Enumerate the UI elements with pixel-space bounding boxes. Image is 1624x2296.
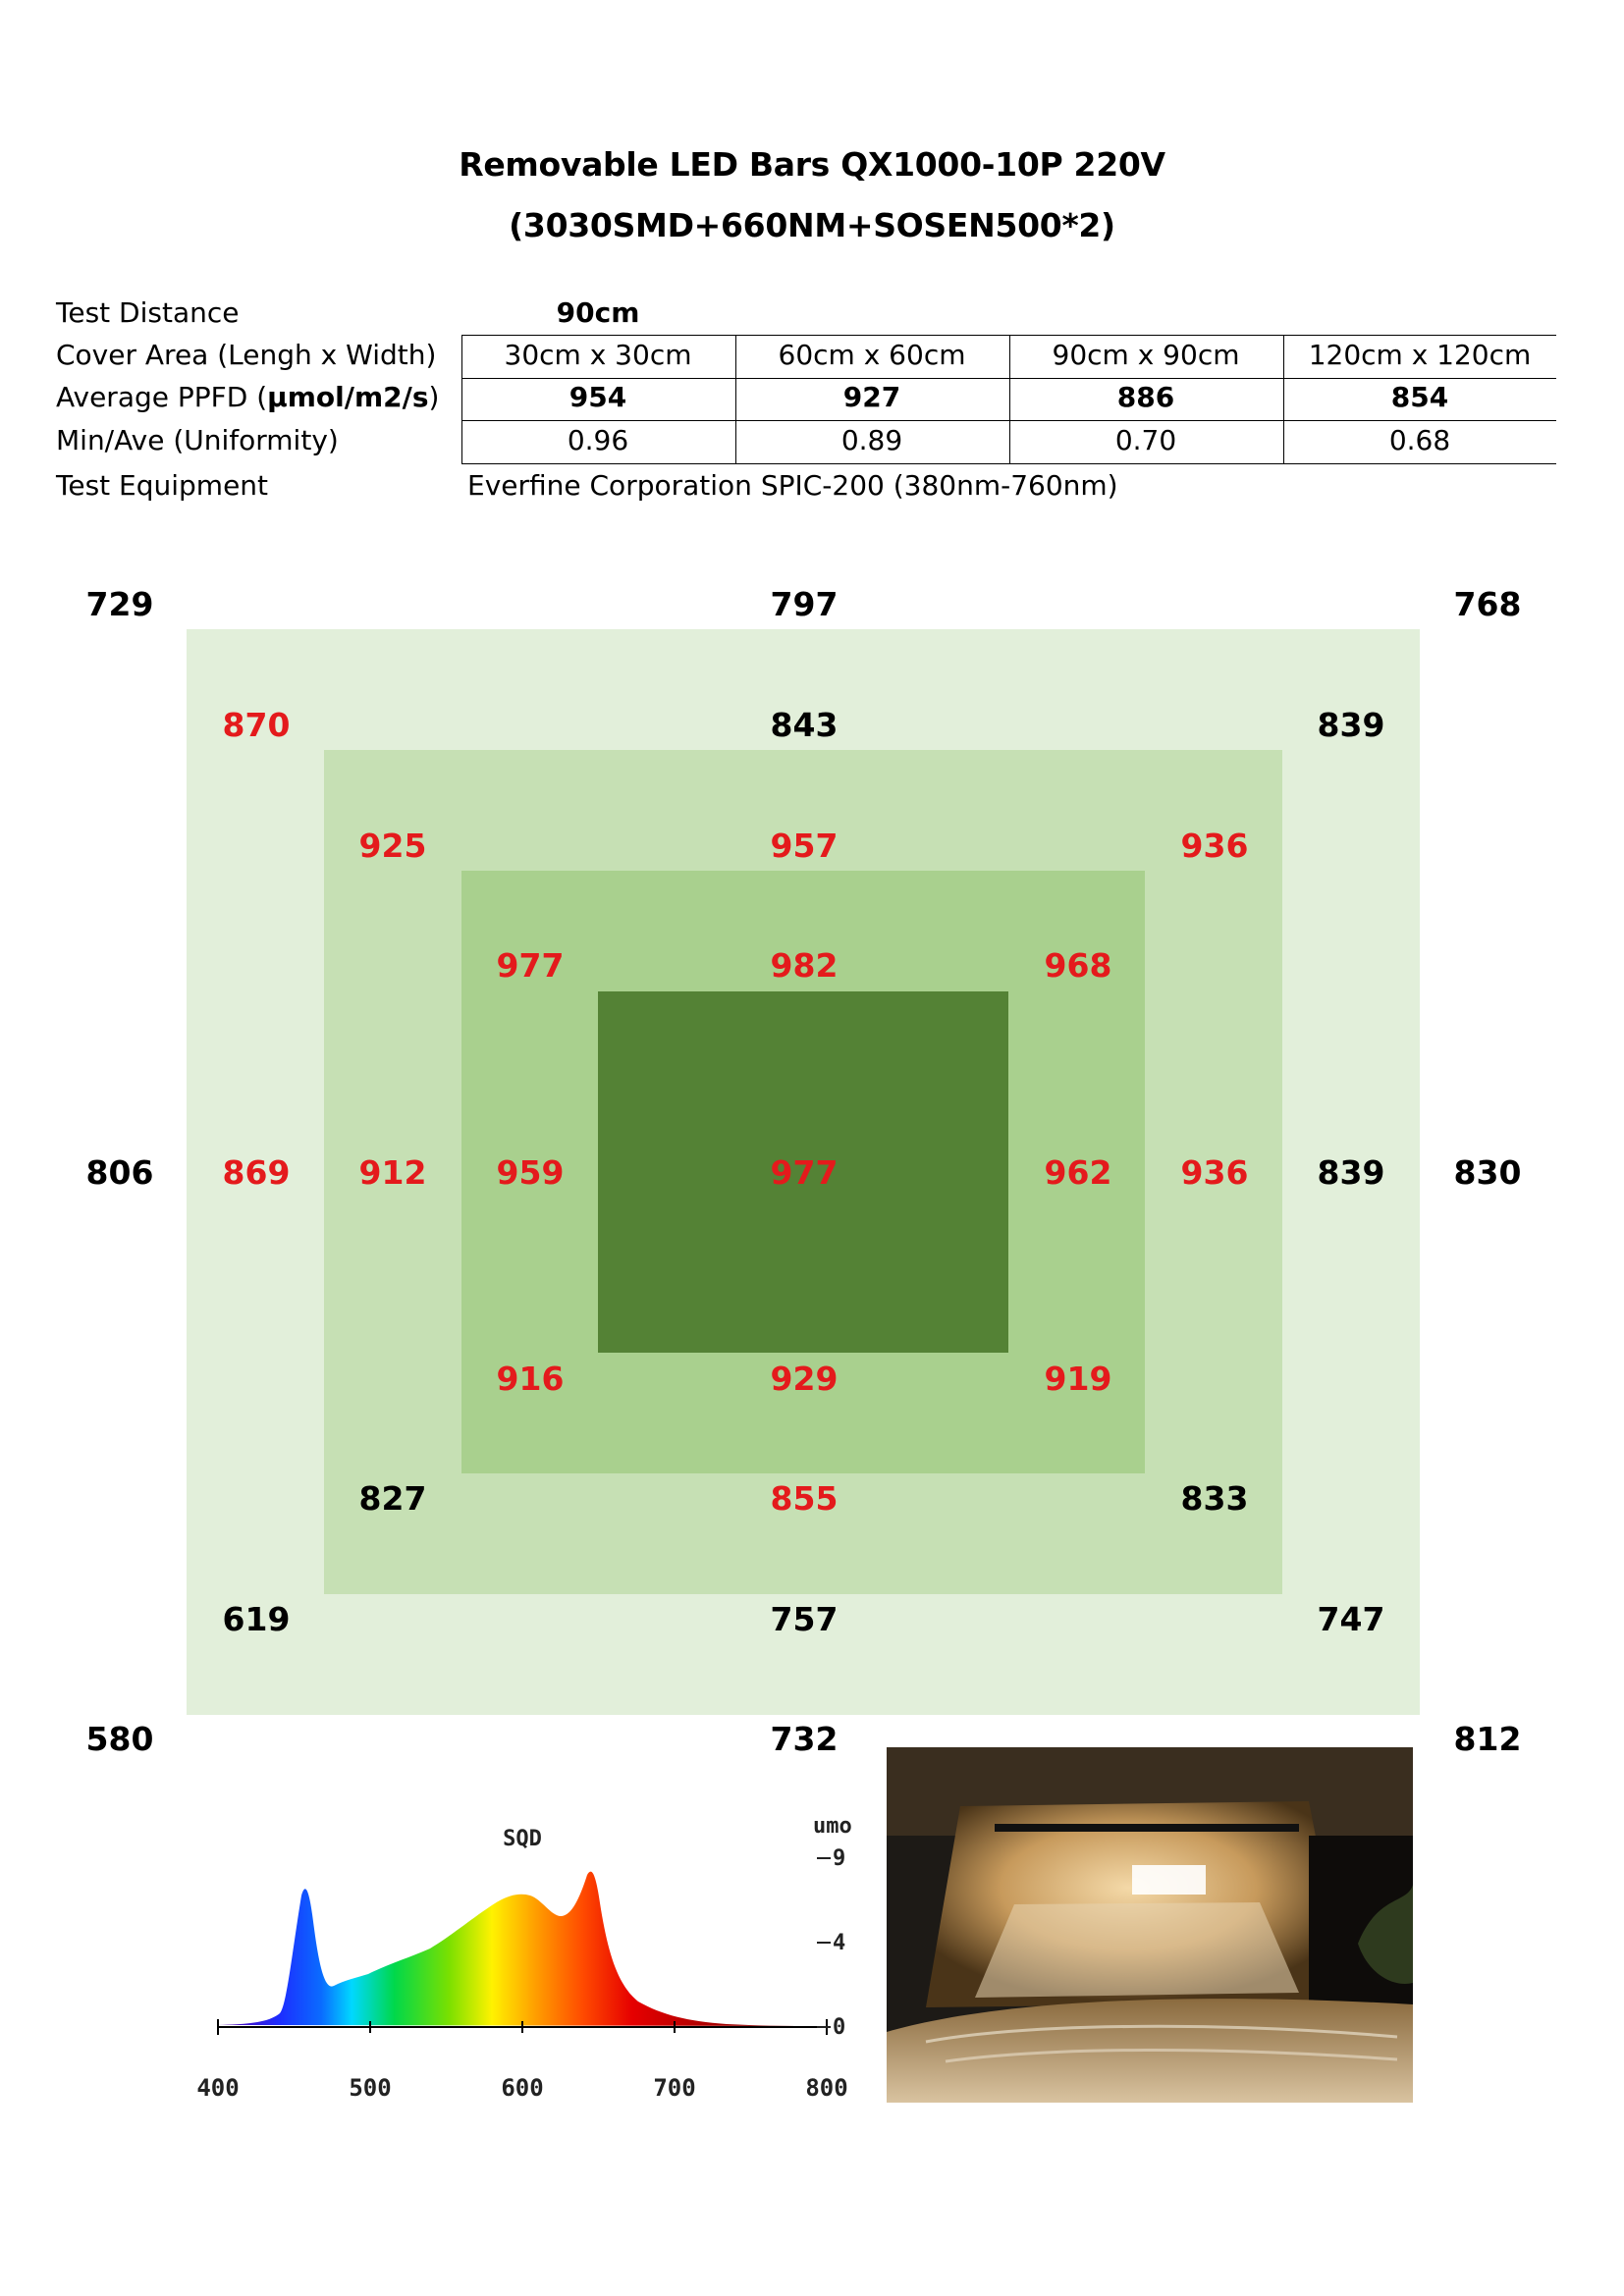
ppfd-reading: 977	[496, 946, 565, 985]
ppfd-reading: 827	[358, 1479, 427, 1518]
ppfd-label: Average PPFD (µmol/m2/s)	[56, 381, 440, 413]
spectrum-curve	[218, 1872, 827, 2026]
ppfd-reading: 797	[770, 585, 839, 623]
table-divider	[1283, 335, 1284, 463]
ppfd-reading: 757	[770, 1600, 839, 1638]
cover-area-2: 60cm x 60cm	[778, 339, 966, 371]
cover-area-1: 30cm x 30cm	[504, 339, 692, 371]
cover-area-3: 90cm x 90cm	[1052, 339, 1240, 371]
cover-area-label: Cover Area (Lengh x Width)	[56, 339, 437, 371]
x-tick-label: 400	[196, 2074, 240, 2102]
ppfd-value-2: 927	[842, 381, 901, 413]
ppfd-reading: 977	[770, 1153, 839, 1192]
test-distance-label: Test Distance	[56, 296, 240, 329]
ppfd-reading: 936	[1180, 827, 1249, 865]
ppfd-reading: 806	[85, 1153, 154, 1192]
uniformity-value-3: 0.70	[1114, 424, 1177, 456]
ppfd-reading: 732	[770, 1720, 839, 1758]
ppfd-reading: 925	[358, 827, 427, 865]
ppfd-reading: 768	[1453, 585, 1522, 623]
ppfd-reading: 870	[222, 706, 291, 744]
ppfd-reading: 843	[770, 706, 839, 744]
ppfd-reading: 919	[1044, 1360, 1112, 1398]
test-distance-value: 90cm	[556, 296, 640, 329]
uniformity-value-4: 0.68	[1388, 424, 1451, 456]
page-title: Removable LED Bars QX1000-10P 220V	[459, 145, 1165, 184]
ppfd-reading: 747	[1317, 1600, 1385, 1638]
table-rule	[461, 463, 1556, 464]
ppfd-reading: 957	[770, 827, 839, 865]
ppfd-reading: 959	[496, 1153, 565, 1192]
cover-area-4: 120cm x 120cm	[1308, 339, 1532, 371]
ppfd-reading: 855	[770, 1479, 839, 1518]
ppfd-value-4: 854	[1390, 381, 1449, 413]
ppfd-reading: 962	[1044, 1153, 1112, 1192]
ppfd-reading: 936	[1180, 1153, 1249, 1192]
uniformity-value-1: 0.96	[567, 424, 629, 456]
y-tick-label: 9	[833, 1846, 846, 1871]
ppfd-value-3: 886	[1116, 381, 1175, 413]
x-tick-label: 500	[349, 2074, 392, 2102]
spectrum-unit: umo	[813, 1814, 852, 1839]
equipment-label: Test Equipment	[56, 469, 269, 502]
ppfd-reading: 869	[222, 1153, 291, 1192]
table-divider	[735, 335, 736, 463]
spectrum-title: SQD	[503, 1827, 542, 1851]
equipment-value: Everfine Corporation SPIC-200 (380nm-760nm)	[467, 469, 1118, 502]
table-divider	[461, 335, 462, 463]
ppfd-reading: 968	[1044, 946, 1112, 985]
y-tick-label: 0	[833, 2015, 846, 2040]
ppfd-reading: 839	[1317, 1153, 1385, 1192]
ppfd-unit: µmol/m2/s	[267, 381, 429, 413]
ppfd-reading: 839	[1317, 706, 1385, 744]
x-tick-label: 700	[653, 2074, 696, 2102]
ppfd-reading: 833	[1180, 1479, 1249, 1518]
ppfd-reading: 729	[85, 585, 154, 623]
table-divider	[1009, 335, 1010, 463]
uniformity-value-2: 0.89	[840, 424, 903, 456]
ppfd-reading: 580	[85, 1720, 154, 1758]
y-tick-label: 4	[833, 1931, 846, 1955]
spectrum-chart	[177, 1772, 864, 2125]
grow-tent-photo	[887, 1747, 1413, 2103]
ppfd-value-1: 954	[568, 381, 627, 413]
ppfd-reading: 929	[770, 1360, 839, 1398]
ppfd-reading: 619	[222, 1600, 291, 1638]
ppfd-reading: 916	[496, 1360, 565, 1398]
ppfd-reading: 982	[770, 946, 839, 985]
ppfd-reading: 912	[358, 1153, 427, 1192]
uniformity-label: Min/Ave (Uniformity)	[56, 424, 339, 456]
x-tick-label: 800	[805, 2074, 848, 2102]
ppfd-reading: 830	[1453, 1153, 1522, 1192]
page-subtitle: (3030SMD+660NM+SOSEN500*2)	[509, 206, 1115, 244]
x-tick-label: 600	[501, 2074, 544, 2102]
ppfd-reading: 812	[1453, 1720, 1522, 1758]
